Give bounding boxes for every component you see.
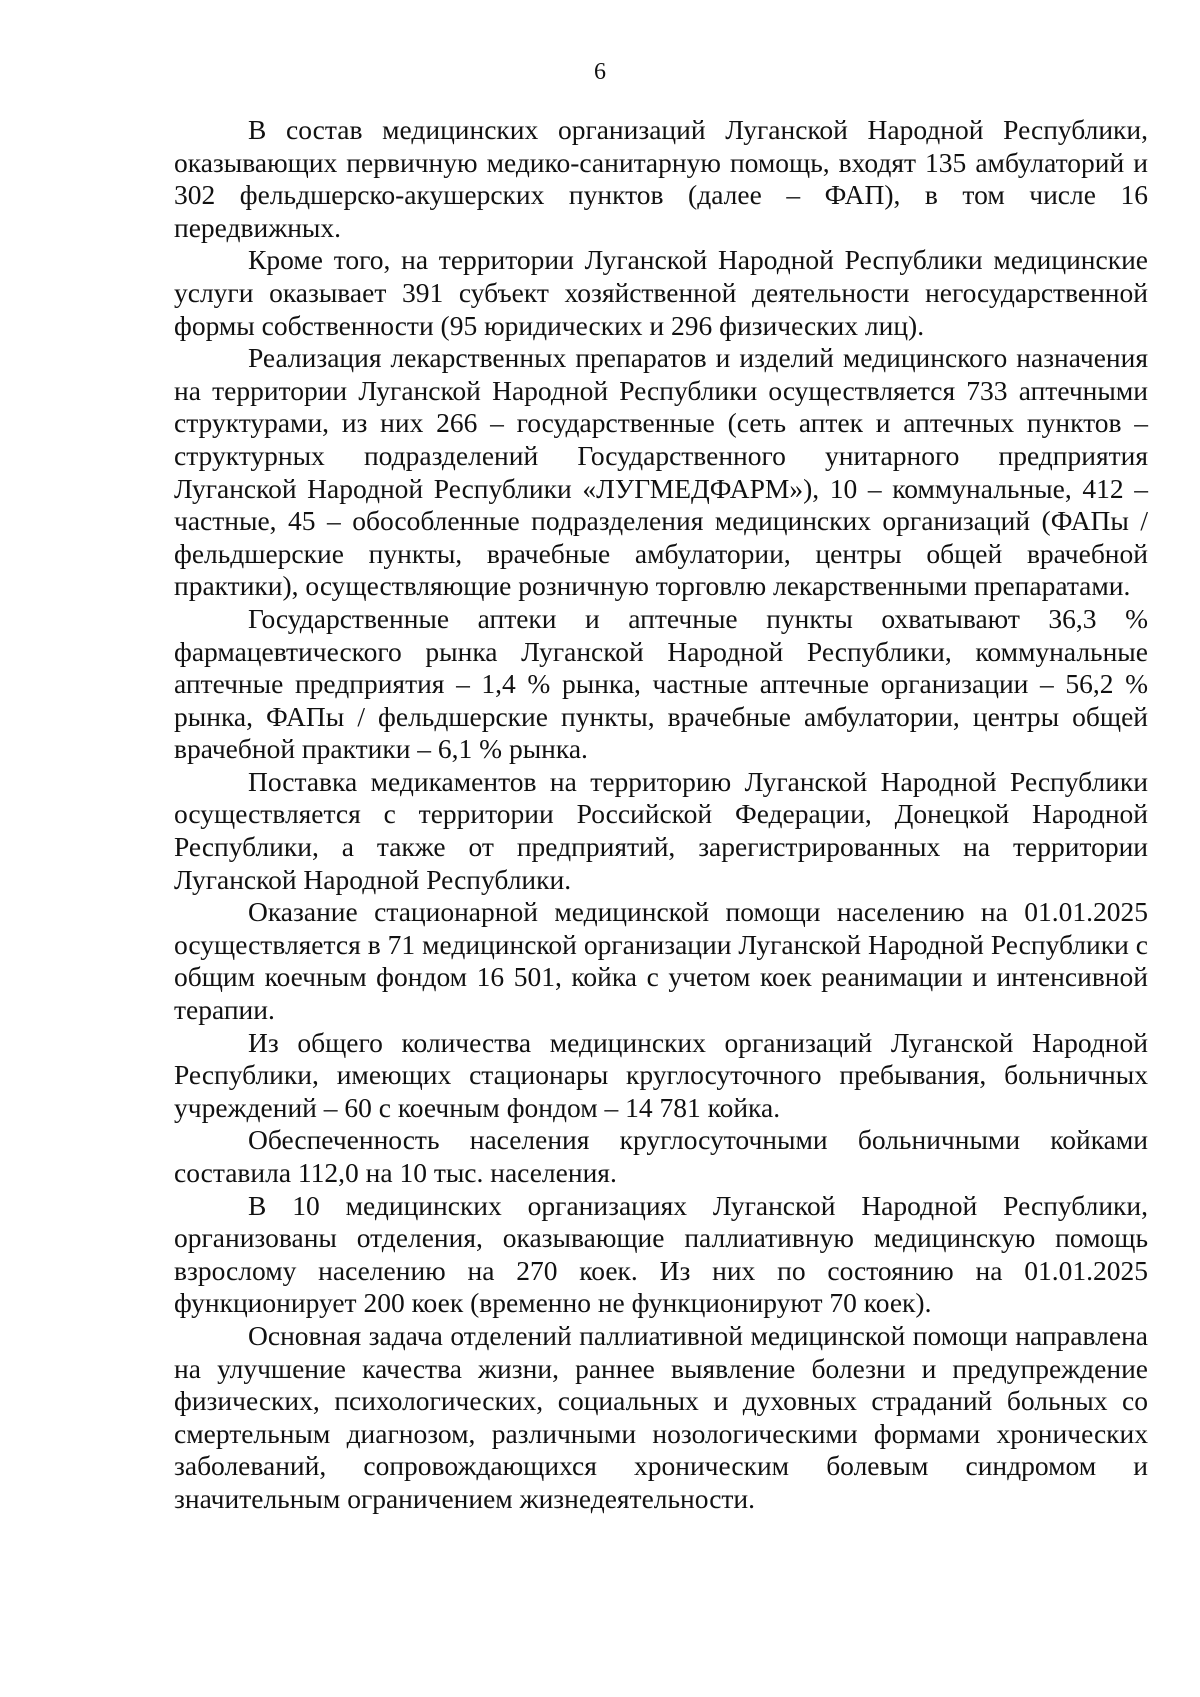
paragraph-palliative-departments: В 10 медицинских организациях Луганской Народной Республики, организованы отделения, оказывающие паллиативную медицинскую помощь взрослому населению на 270 коек. Из них по состоянию на 01.01.2025 функционирует 200 коек (временно не функционируют 70 коек). [174, 1189, 1148, 1319]
paragraph-inpatient-care: Оказание стационарной медицинской помощи населению на 01.01.2025 осуществляется в 71 медицинской организации Луганской Народной Республики с общим коечным фондом 16 501, койка с учетом коек реанимации и интенсивной терапии. [174, 896, 1148, 1026]
paragraph-private-providers: Кроме того, на территории Луганской Народной Республики медицинские услуги оказывает 391 субъект хозяйственной деятельности негосударственной формы собственности (95 юридических и 296 физических лиц). [174, 244, 1148, 341]
paragraph-bed-provision: Обеспеченность населения круглосуточными больничными койками составила 112,0 на 10 тыс. населения. [174, 1124, 1148, 1188]
paragraph-pharmacy-market-share: Государственные аптеки и аптечные пункты охватывают 36,3 % фармацевтического рынка Луганской Народной Республики, коммунальные аптечные предприятия – 1,4 % рынка, частные аптечные организации – 56,2 % рынка, ФАПы / фельдшерские пункты, врачебные амбулатории, центры общей врачебной практики – 6,1 % рынка. [174, 602, 1148, 765]
paragraph-pharmacy-structures: Реализация лекарственных препаратов и изделий медицинского назначения на территории Луганской Народной Республики осуществляется 733 аптечными структурами, из них 266 – государственные (сеть аптек и аптечных пунктов – структурных подразделений Государственного унитарного предприятия Луганской Народной Республики «ЛУГМЕДФАРМ»), 10 – коммунальные, 412 – частные, 45 – обособленные подразделения медицинских организаций (ФАПы / фельдшерские пункты, врачебные амбулатории, центры общей врачебной практики), осуществляющие розничную торговлю лекарственными препаратами. [174, 342, 1148, 602]
paragraph-primary-care: В состав медицинских организаций Луганской Народной Республики, оказывающих первичную медико-санитарную помощь, входят 135 амбулаторий и 302 фельдшерско-акушерских пунктов (далее – ФАП), в том числе 16 передвижных. [174, 114, 1148, 243]
page-number: 6 [594, 59, 606, 85]
paragraph-palliative-goal: Основная задача отделений паллиативной медицинской помощи направлена на улучшение качества жизни, раннее выявление болезни и предупреждение физических, психологических, социальных и духовных страданий больных со смертельным диагнозом, различными нозологическими формами хронических заболеваний, сопровождающихся хроническим болевым синдромом и значительным ограничением жизнедеятельности. [174, 1319, 1148, 1514]
paragraph-medicine-supply: Поставка медикаментов на территорию Луганской Народной Республики осуществляется с территории Российской Федерации, Донецкой Народной Республики, а также от предприятий, зарегистрированных на территории Луганской Народной Республики. [174, 765, 1148, 895]
paragraph-hospital-institutions: Из общего количества медицинских организаций Луганской Народной Республики, имеющих стационары круглосуточного пребывания, больничных учреждений – 60 с коечным фондом – 14 781 койка. [174, 1026, 1148, 1123]
document-body [174, 114, 1148, 1516]
